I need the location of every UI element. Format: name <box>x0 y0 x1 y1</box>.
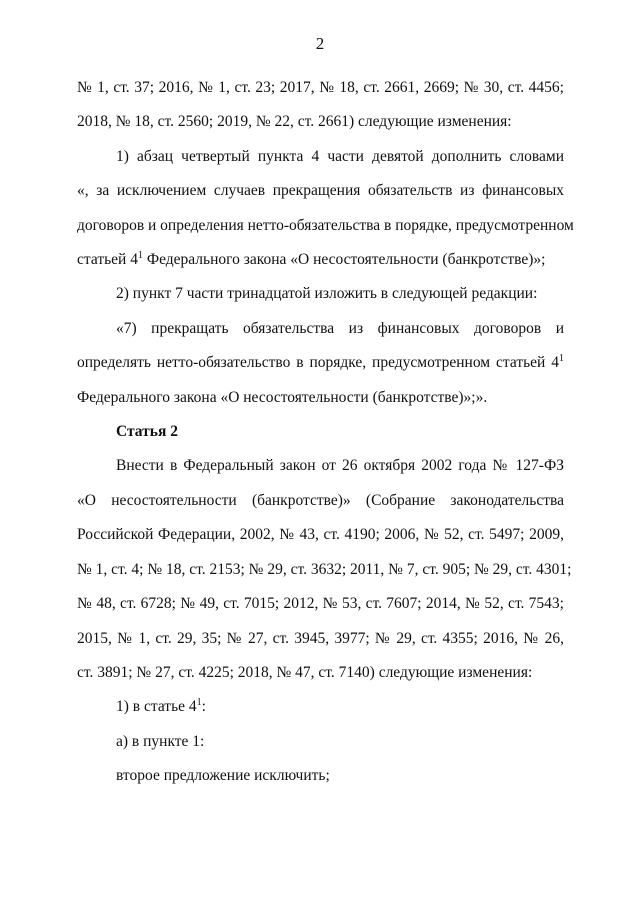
text-line: а) в пункте 1: <box>116 732 205 750</box>
text-line: ст. 3891; № 27, ст. 4225; 2018, № 47, ст. 7140) следующие изменения: <box>77 663 533 681</box>
text-line: № 48, ст. 6728; № 49, ст. 7015; 2012, № 53, ст. 7607; 2014, № 52, ст. 7543; <box>77 595 564 613</box>
text-fragment: определять нетто-обязательство в порядке, предусмотренном статьей 4 <box>77 354 559 372</box>
text-line: № 1, ст. 4; № 18, ст. 2153; № 29, ст. 3632; 2011, № 7, ст. 905; № 29, ст. 4301; <box>77 560 572 578</box>
paragraph-quoted-item-7 <box>77 312 564 415</box>
superscript: 1 <box>559 353 564 365</box>
paragraph-sub-item-1 <box>77 690 564 724</box>
paragraph-item-2 <box>77 277 564 311</box>
text-line: «, за исключением случаев прекращения обязательств из финансовых <box>77 182 564 200</box>
text-line <box>77 690 564 724</box>
paragraph-sub-item-a <box>77 725 564 759</box>
text-line: Внести в Федеральный закон от 26 октября 2002 года № 127-ФЗ <box>116 457 564 475</box>
paragraph-article-2-intro <box>77 449 572 690</box>
text-fragment: статьей 4 <box>77 251 138 269</box>
text-line <box>77 243 564 277</box>
text-line: 2015, № 1, ст. 29, 35; № 27, ст. 3945, 3977; № 29, ст. 4355; 2016, № 26, <box>77 629 564 647</box>
text-line: «7) прекращать обязательства из финансовых договоров и <box>116 319 564 337</box>
text-line: 2) пункт 7 части тринадцатой изложить в следующей редакции: <box>116 285 538 303</box>
paragraph-sub-item-text <box>77 759 564 793</box>
text-line: № 1, ст. 37; 2016, № 1, ст. 23; 2017, № 18, ст. 2661, 2669; № 30, ст. 4456; <box>77 79 564 96</box>
page-number: 2 <box>315 34 325 53</box>
text-line: 2018, № 18, ст. 2560; 2019, № 22, ст. 2661) следующие изменения: <box>77 113 512 131</box>
paragraph-item-1 <box>77 140 574 278</box>
paragraph-continuation <box>77 71 564 140</box>
document-body <box>77 71 574 794</box>
text-line: договоров и определения нетто-обязательства в порядке, предусмотренном <box>77 216 574 234</box>
text-fragment: 1) в статье 4 <box>116 698 197 716</box>
text-fragment: Федерального закона «О несостоятельности (банкротстве)»; <box>142 251 546 269</box>
article-heading: Статья 2 <box>116 423 178 441</box>
text-fragment: : <box>201 698 206 716</box>
text-line <box>77 346 564 380</box>
superscript: 1 <box>137 250 143 262</box>
text-line: Российской Федерации, 2002, № 43, ст. 4190; 2006, № 52, ст. 5497; 2009, <box>77 526 564 544</box>
text-line: 1) абзац четвертый пункта 4 части девятой дополнить словами <box>116 147 564 165</box>
text-line: Федерального закона «О несостоятельности (банкротстве)»;». <box>77 388 488 406</box>
superscript: 1 <box>196 697 202 709</box>
text-line: «О несостоятельности (банкротстве)» (Собрание законодательства <box>77 491 564 509</box>
text-line: второе предложение исключить; <box>116 767 330 785</box>
